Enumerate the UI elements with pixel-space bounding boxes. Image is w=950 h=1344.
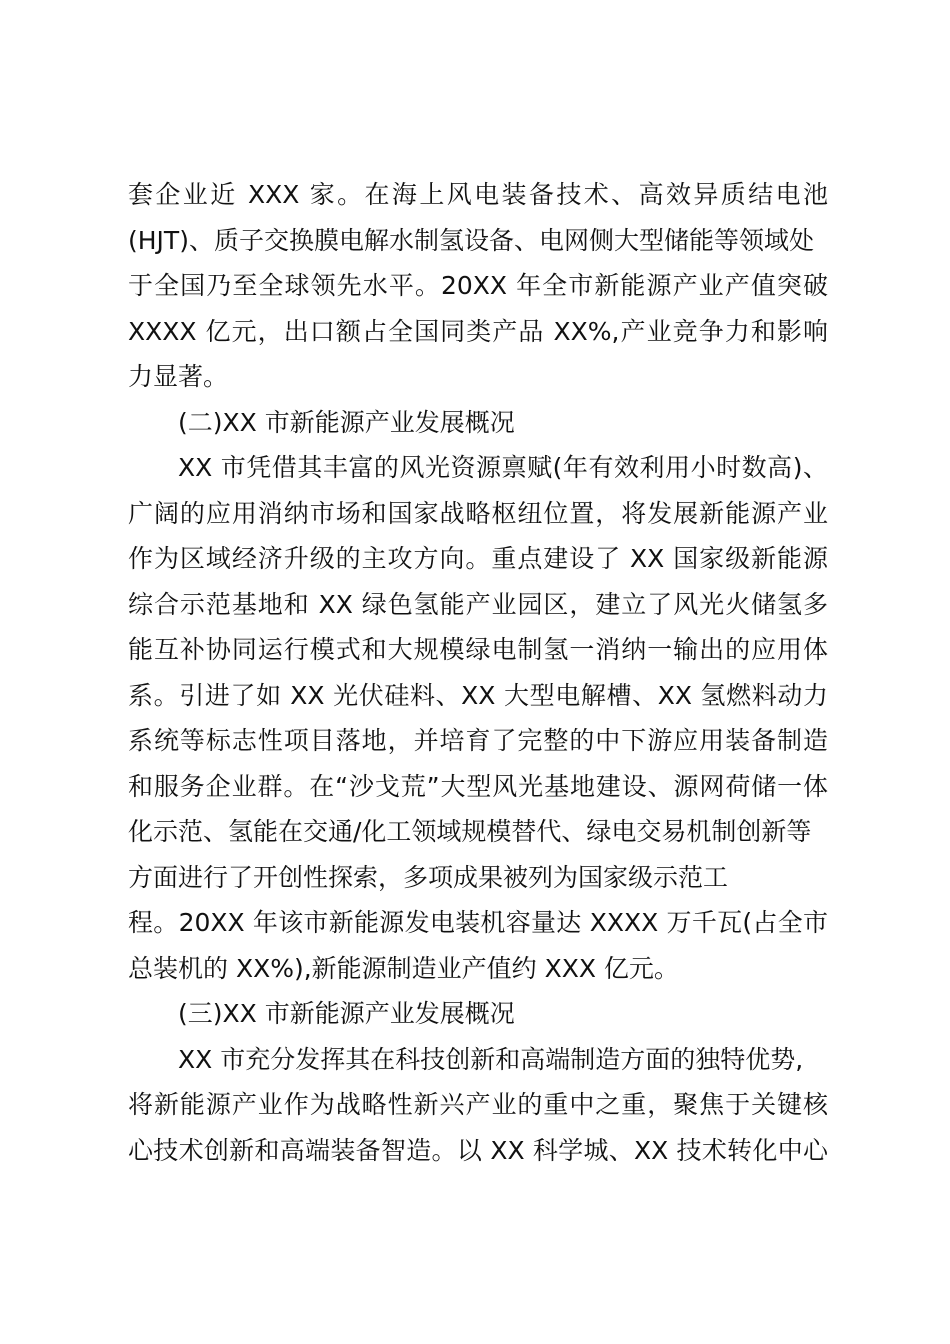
paragraph-line: 将新能源产业作为战略性新兴产业的重中之重，聚焦于关键核 [128,1090,828,1119]
paragraph-line: 综合示范基地和 XX 绿色氢能产业园区，建立了风光火储氢多 [128,589,828,619]
paragraph-line: 系统等标志性项目落地，并培育了完整的中下游应用装备制造 [128,726,828,755]
paragraph-line: XX 市充分发挥其在科技创新和高端制造方面的独特优势, [178,1044,804,1074]
paragraph-line: 方面进行了开创性探索，多项成果被列为国家级示范工 [128,862,729,892]
paragraph-line: 套企业近 XXX 家。在海上风电装备技术、高效异质结电池 [128,180,828,209]
section-heading: (二)XX 市新能源产业发展概况 [178,407,515,437]
paragraph-line: 于全国乃至全球领先水平。20XX 年全市新能源产业产值突破 [128,271,828,300]
paragraph-line: 程。20XX 年该市新能源发电装机容量达 XXXX 万千瓦(占全市 [128,908,828,937]
paragraph-line: XXXX 亿元，出口额占全国同类产品 XX%,产业竞争力和影响 [128,316,828,346]
paragraph-line: 能互补协同运行模式和大规模绿电制氢一消纳一输出的应用体 [128,635,828,664]
document-body [128,172,828,1173]
paragraph-line: 心技术创新和高端装备智造。以 XX 科学城、XX 技术转化中心 [128,1135,828,1165]
paragraph-line: 广阔的应用消纳市场和国家战略枢纽位置，将发展新能源产业 [128,498,828,528]
paragraph-line: 系。引进了如 XX 光伏硅料、XX 大型电解槽、XX 氢燃料动力 [128,680,828,710]
paragraph-line: (HJT)、质子交换膜电解水制氢设备、电网侧大型储能等领域处 [128,225,814,255]
paragraph-line: 作为区域经济升级的主攻方向。重点建设了 XX 国家级新能源 [128,544,828,573]
paragraph-line: 和服务企业群。在“沙戈荒”大型风光基地建设、源网荷储一体 [128,771,828,801]
paragraph-line: 化示范、氢能在交通/化工领域规模替代、绿电交易机制创新等 [128,817,812,846]
paragraph-line: 力显著。 [128,362,229,391]
section-heading: (三)XX 市新能源产业发展概况 [178,999,515,1028]
paragraph-line: 总装机的 XX%),新能源制造业产值约 XXX 亿元。 [128,953,679,983]
paragraph-line: XX 市凭借其丰富的风光资源禀赋(年有效利用小时数高)、 [178,453,828,482]
